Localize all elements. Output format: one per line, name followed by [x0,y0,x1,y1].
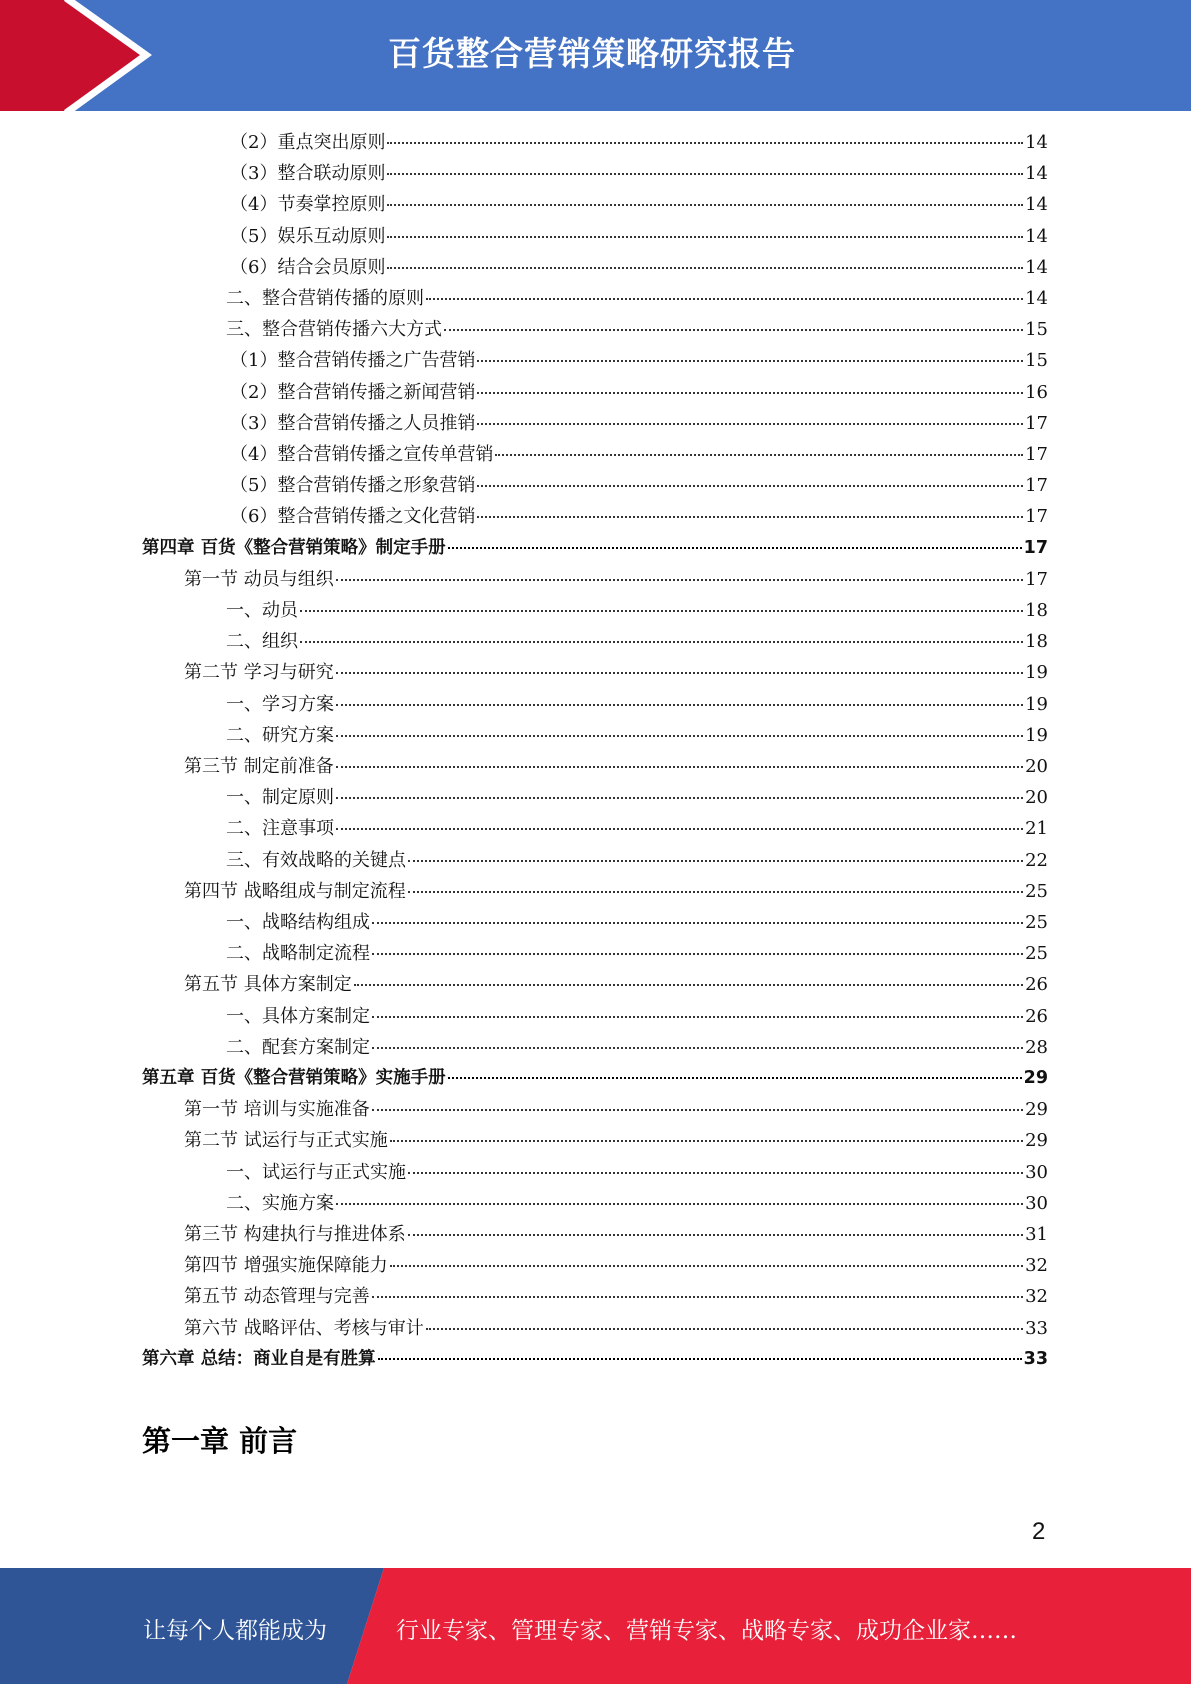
toc-entry-page: 21 [1025,818,1048,840]
toc-entry[interactable] [184,658,1048,689]
toc-dot-leader [372,1109,1023,1111]
toc-entry-page: 15 [1025,319,1048,341]
toc-entry-title: 第三节 构建执行与推进体系 [184,1224,406,1245]
toc-entry-title: 第三节 制定前准备 [184,756,334,777]
toc-dot-leader [336,828,1023,830]
toc-dot-leader [354,984,1023,986]
toc-dot-leader [448,1077,1022,1079]
toc-dot-leader [336,672,1023,674]
toc-entry[interactable] [184,877,1048,908]
toc-entry[interactable] [184,1095,1048,1126]
toc-entry-page: 14 [1025,288,1048,309]
toc-dot-leader [387,204,1023,206]
page-number: 2 [1032,1518,1046,1545]
toc-entry[interactable] [230,502,1048,533]
toc-entry[interactable] [226,315,1048,346]
toc-entry[interactable] [226,284,1048,315]
toc-entry-page: 18 [1025,600,1048,621]
toc-entry-page: 17 [1025,475,1048,497]
header-title: 百货整合营销策略研究报告 [388,34,796,73]
toc-entry[interactable] [226,814,1048,845]
toc-entry-title: （2）整合营销传播之新闻营销 [230,381,476,403]
toc-entry-title: （5）娱乐互动原则 [230,225,386,247]
toc-entry-page: 30 [1025,1192,1048,1214]
toc-entry[interactable] [230,409,1048,440]
toc-entry[interactable] [184,1220,1048,1251]
toc-dot-leader [495,454,1023,456]
toc-entry-title: （5）整合营销传播之形象营销 [230,475,476,497]
toc-dot-leader [387,267,1023,269]
toc-entry[interactable] [184,1282,1048,1313]
toc-entry[interactable] [226,1189,1048,1220]
toc-dot-leader [378,1358,1022,1360]
chapter-heading: 第一章 前言 [142,1424,298,1458]
toc-entry-page: 14 [1025,256,1048,278]
toc-entry[interactable] [226,1002,1048,1033]
toc-entry-title: 第五章 百货《整合营销策略》实施手册 [142,1068,446,1088]
toc-dot-leader [477,485,1023,487]
toc-entry-title: （6）结合会员原则 [230,256,386,278]
toc-entry-page: 33 [1023,1348,1048,1369]
toc-entry-title: 第六节 战略评估、考核与审计 [184,1317,424,1339]
toc-entry-page: 17 [1023,537,1048,558]
toc-entry[interactable] [226,908,1048,939]
toc-dot-leader [477,423,1023,425]
toc-entry[interactable] [184,970,1048,1001]
toc-entry[interactable] [226,783,1048,814]
toc-entry-title: 一、试运行与正式实施 [226,1161,406,1183]
toc-dot-leader [372,1016,1023,1018]
toc-entry-title: 第二节 学习与研究 [184,662,334,684]
toc-entry-page: 17 [1025,444,1048,465]
toc-entry-page: 14 [1025,132,1048,153]
toc-dot-leader [372,1047,1023,1049]
toc-chapter-entry[interactable] [142,1064,1048,1095]
toc-entry-page: 18 [1025,631,1048,653]
toc-dot-leader [408,1234,1023,1236]
toc-dot-leader [372,1296,1023,1298]
toc-entry[interactable] [230,159,1048,190]
toc-dot-leader [387,236,1023,238]
toc-entry-title: 二、配套方案制定 [226,1036,370,1058]
toc-entry-title: 三、有效战略的关键点 [226,849,406,871]
toc-dot-leader [477,392,1023,394]
toc-entry-title: 二、战略制定流程 [226,943,370,965]
toc-entry-title: 一、动员 [226,600,298,621]
toc-entry[interactable] [226,596,1048,627]
toc-dot-leader [448,547,1022,549]
toc-entry-page: 26 [1025,1005,1048,1027]
toc-entry-page: 29 [1025,1130,1048,1152]
toc-entry[interactable] [230,378,1048,409]
toc-entry[interactable] [184,1251,1048,1282]
toc-dot-leader [408,1172,1023,1174]
toc-dot-leader [336,1203,1023,1205]
toc-entry[interactable] [230,128,1048,159]
toc-entry-title: 一、制定原则 [226,787,334,809]
toc-chapter-entry[interactable] [142,534,1048,565]
toc-entry-page: 19 [1025,724,1048,746]
toc-dot-leader [444,329,1023,331]
toc-entry-title: （4）整合营销传播之宣传单营销 [230,444,494,465]
toc-entry[interactable] [226,721,1048,752]
toc-entry-title: 第五节 具体方案制定 [184,974,352,996]
footer-slogan-right: 行业专家、管理专家、营销专家、战略专家、成功企业家…… [396,1618,1017,1644]
toc-dot-leader [477,360,1023,362]
toc-entry[interactable] [230,440,1048,471]
toc-entry[interactable] [230,346,1048,377]
toc-entry-title: （1）整合营销传播之广告营销 [230,350,476,372]
toc-entry[interactable] [184,565,1048,596]
toc-entry-page: 16 [1025,381,1048,403]
toc-dot-leader [426,298,1023,300]
toc-entry-title: 第四节 战略组成与制定流程 [184,880,406,902]
toc-dot-leader [300,641,1023,643]
toc-entry-page: 25 [1025,880,1048,902]
toc-chapter-entry[interactable] [142,1345,1048,1376]
toc-dot-leader [300,610,1023,612]
footer-slogan-left: 让每个人都能成为 [143,1618,327,1644]
toc-entry-title: 第一节 培训与实施准备 [184,1099,370,1121]
toc-entry-title: 第四章 百货《整合营销策略》制定手册 [142,537,446,558]
toc-entry[interactable] [230,253,1048,284]
toc-entry-page: 32 [1025,1255,1048,1277]
toc-entry-page: 17 [1025,412,1048,434]
toc-entry[interactable] [226,1158,1048,1189]
toc-entry-page: 33 [1025,1317,1048,1339]
toc-entry-title: （6）整合营销传播之文化营销 [230,506,476,528]
toc-entry-title: （3）整合联动原则 [230,163,386,185]
toc-entry[interactable] [184,752,1048,783]
toc-entry-title: 第六章 总结：商业自是有胜算 [142,1348,376,1369]
toc-dot-leader [387,142,1023,144]
toc-dot-leader [336,735,1023,737]
toc-dot-leader [336,797,1023,799]
toc-entry-title: 二、组织 [226,631,298,653]
toc-entry-title: 二、实施方案 [226,1192,334,1214]
toc-entry-title: 第一节 动员与组织 [184,568,334,590]
toc-entry[interactable] [230,190,1048,221]
toc-entry-page: 28 [1025,1036,1048,1058]
toc-entry[interactable] [226,690,1048,721]
toc-dot-leader [390,1265,1023,1267]
toc-entry-page: 32 [1025,1286,1048,1308]
toc-dot-leader [426,1328,1023,1330]
toc-entry[interactable] [226,939,1048,970]
toc-entry-title: 一、战略结构组成 [226,912,370,933]
toc-entry-page: 14 [1025,163,1048,185]
page-footer [0,1568,1191,1684]
toc-dot-leader [408,860,1023,862]
toc-entry-page: 25 [1025,912,1048,933]
toc-entry-title: 二、整合营销传播的原则 [226,288,424,309]
toc-entry-page: 14 [1025,194,1048,216]
toc-entry-title: 第四节 增强实施保障能力 [184,1255,388,1277]
toc-entry-title: 二、注意事项 [226,818,334,840]
toc-entry[interactable] [230,471,1048,502]
toc-entry-title: 第二节 试运行与正式实施 [184,1130,388,1152]
toc-entry-page: 17 [1025,568,1048,590]
toc-entry-page: 31 [1025,1224,1048,1245]
toc-dot-leader [336,704,1023,706]
toc-entry-page: 29 [1023,1068,1048,1088]
toc-entry-page: 25 [1025,943,1048,965]
toc-dot-leader [372,953,1023,955]
toc-entry-page: 20 [1025,756,1048,777]
toc-entry-page: 19 [1025,693,1048,715]
page-header [0,0,1191,111]
toc-dot-leader [390,1140,1023,1142]
toc-entry-title: 一、具体方案制定 [226,1005,370,1027]
toc-dot-leader [372,922,1023,924]
toc-dot-leader [336,579,1023,581]
toc-entry-page: 29 [1025,1099,1048,1121]
toc-entry[interactable] [226,846,1048,877]
toc-entry-page: 20 [1025,787,1048,809]
toc-entry-title: 一、学习方案 [226,693,334,715]
toc-entry-title: 二、研究方案 [226,724,334,746]
toc-entry-page: 19 [1025,662,1048,684]
toc-entry-title: 三、整合营销传播六大方式 [226,319,442,341]
toc-entry-title: （4）节奏掌控原则 [230,194,386,216]
toc-entry-page: 22 [1025,849,1048,871]
toc-entry[interactable] [184,1126,1048,1157]
toc-dot-leader [408,891,1023,893]
toc-entry[interactable] [230,222,1048,253]
toc-entry-title: （2）重点突出原则 [230,132,386,153]
toc-entry[interactable] [184,1314,1048,1345]
toc-entry-page: 15 [1025,350,1048,372]
toc-entry-page: 14 [1025,225,1048,247]
toc-entry-page: 30 [1025,1161,1048,1183]
toc-entry-title: 第五节 动态管理与完善 [184,1286,370,1308]
toc-entry-title: （3）整合营销传播之人员推销 [230,412,476,434]
toc-entry[interactable] [226,627,1048,658]
toc-entry[interactable] [226,1033,1048,1064]
toc-entry-page: 17 [1025,506,1048,528]
toc-dot-leader [336,766,1023,768]
toc-dot-leader [477,516,1023,518]
toc-entry-page: 26 [1025,974,1048,996]
toc-dot-leader [387,173,1023,175]
